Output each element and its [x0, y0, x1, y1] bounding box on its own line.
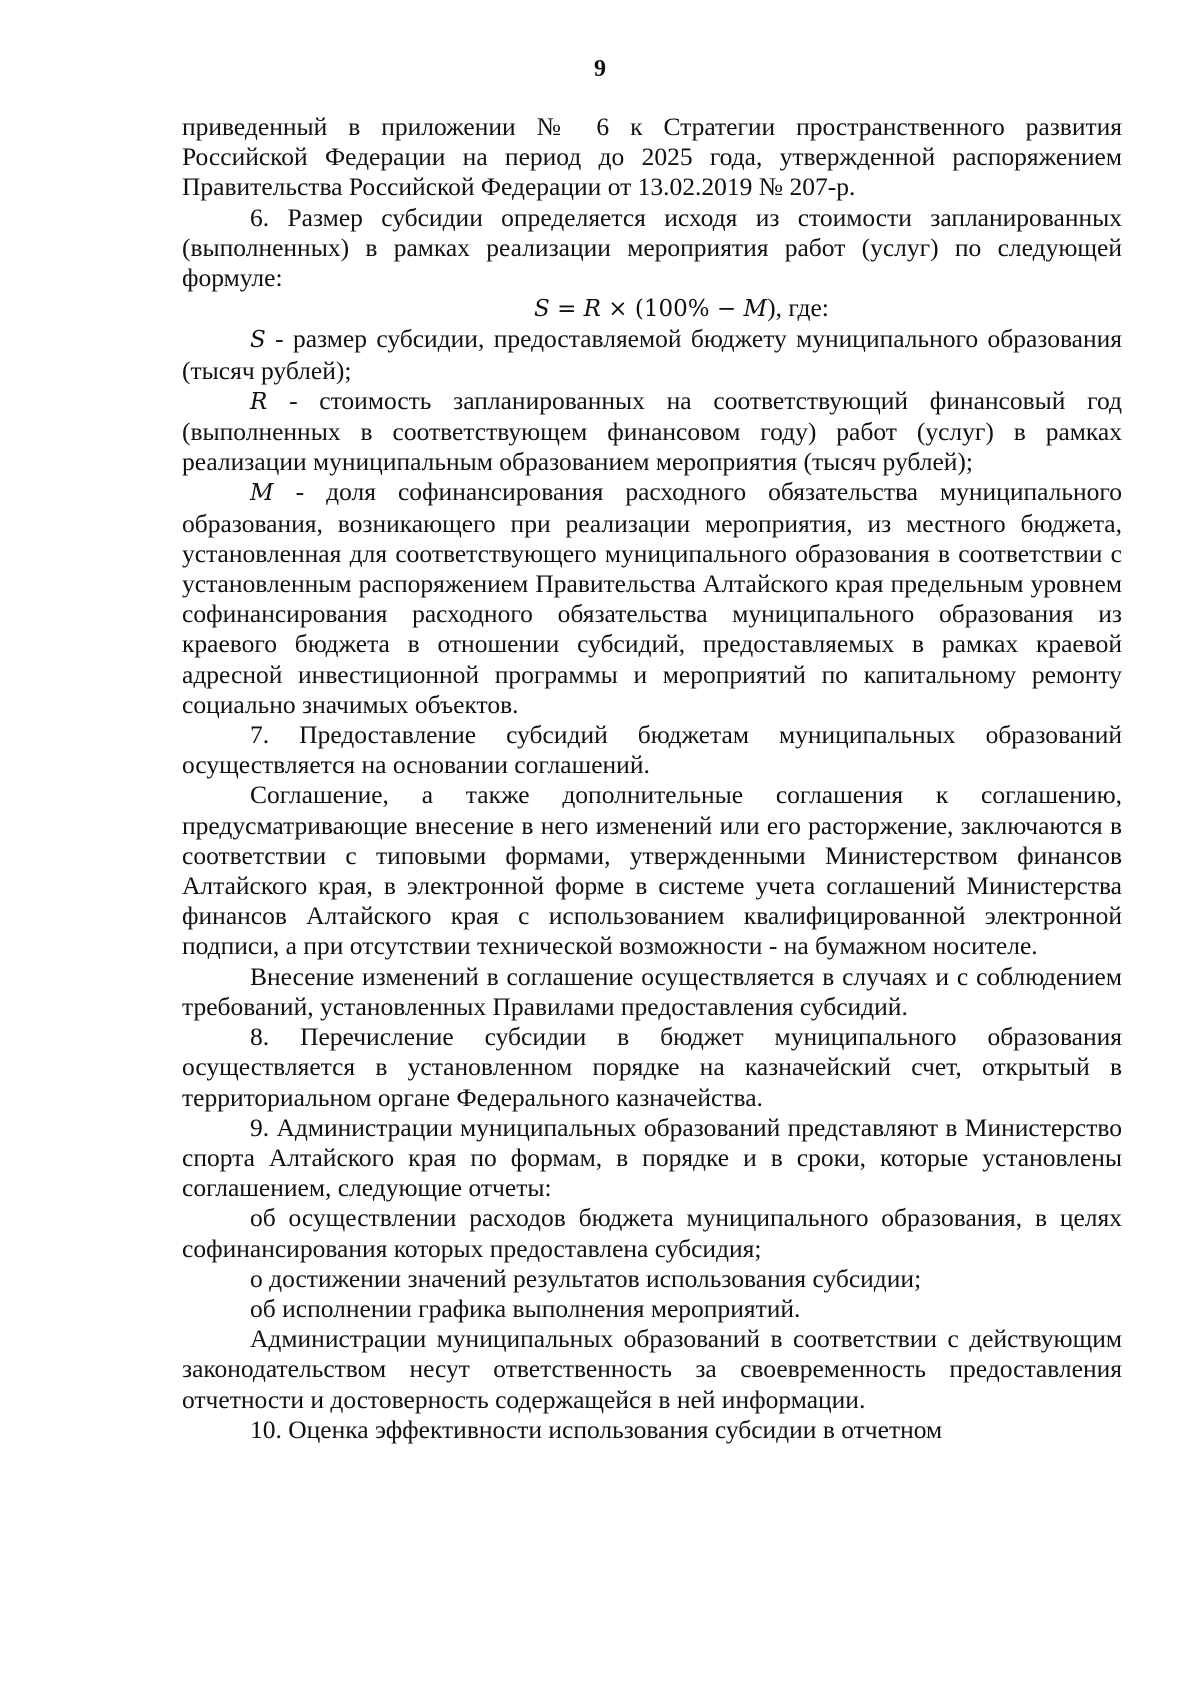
formula-symbol-m: M	[743, 296, 768, 323]
definition-m	[182, 477, 1122, 720]
formula-times: × (100% −	[601, 296, 744, 323]
paragraph-9: 9. Администрации муниципальных образований представляют в Министерство спорта Алтайского края по формам, в порядке и в сроки, которые установлены соглашением, следующие отчеты:	[182, 1112, 1122, 1203]
definition-s-symbol: S	[250, 327, 266, 354]
formula-equals: =	[549, 296, 584, 323]
paragraph-strategy-reference: приведенный в приложении № 6 к Стратегии пространственного развития Российской Федерации на период до 2025 года, утвержденной распоряжением Правительства Российской Федерации от 13.02.2019 № 207-р.	[182, 112, 1122, 202]
paragraph-8: 8. Перечисление субсидии в бюджет муниципального образования осуществляется в установленном порядке на казначейский счет, открытый в территориальном органе Федерального казначейства.	[182, 1022, 1122, 1112]
paragraph-6: 6. Размер субсидии определяется исходя из стоимости запланированных (выполненных) в рамках реализации мероприятия работ (услуг) по следующей формуле:	[182, 202, 1122, 293]
report-item-schedule: об исполнении графика выполнения мероприятий.	[250, 1293, 801, 1323]
paragraph-7-agreement: Соглашение, а также дополнительные соглашения к соглашению, предусматривающие внесение в него изменений или его расторжение, заключаются в соответствии с типовыми формами, утвержденными Министерством финансов Алтайского края, в электронной форме в системе учета соглашений Министерства финансов Алтайского края с использованием квалифицированной электронной подписи, а при отсутствии технической возможности - на бумажном носителе.	[182, 780, 1122, 961]
report-item-results: о достижении значений результатов использования субсидии;	[250, 1263, 922, 1293]
definition-r-symbol: R	[250, 388, 268, 415]
definition-m-symbol: M	[250, 480, 274, 507]
document-body	[182, 112, 1122, 1445]
subsidy-formula	[182, 293, 1122, 324]
paragraph-9-responsibility: Администрации муниципальных образований в соответствии с действующим законодательством несут ответственность за своевременность предоставления отчетности и достоверность содержащейся в ней информации.	[182, 1324, 1122, 1414]
report-item-expenses: об осуществлении расходов бюджета муниципального образования, в целях софинансирования которых предоставлена субсидия;	[182, 1203, 1122, 1263]
definition-m-text: - доля софинансирования расходного обязательства муниципального образования, возникающего при реализации мероприятия, из местного бюджета, установленная для соответствующего муниципального образования в соответствии с установленным распоряжением Правительства Алтайского края предельным уровнем софинансирования расходного обязательства муниципального образования из краевого бюджета в отношении субсидий, предоставляемых в рамках краевой адресной инвестиционной программы и мероприятий по капитальному ремонту социально значимых объектов.	[182, 477, 1122, 719]
definition-r-text: - стоимость запланированных на соответствующий финансовый год (выполненных в соответствующем финансовом году) работ (услуг) в рамках реализации муниципальным образованием мероприятия (тысяч рублей);	[182, 385, 1122, 477]
page-number: 9	[594, 56, 606, 82]
paragraph-7: 7. Предоставление субсидий бюджетам муниципальных образований осуществляется на основании соглашений.	[182, 720, 1122, 780]
definition-s	[182, 324, 1122, 385]
formula-symbol-r: R	[583, 296, 601, 323]
formula-symbol-s: S	[534, 296, 550, 323]
definition-r	[182, 386, 1122, 478]
formula-close: ), где:	[767, 293, 829, 323]
paragraph-10: 10. Оценка эффективности использования субсидии в отчетном	[250, 1414, 943, 1444]
paragraph-7-amendments: Внесение изменений в соглашение осуществляется в случаях и с соблюдением требований, установленных Правилами предоставления субсидий.	[182, 961, 1122, 1021]
definition-s-text: - размер субсидии, предоставляемой бюджету муниципального образования (тысяч рублей);	[182, 324, 1122, 385]
